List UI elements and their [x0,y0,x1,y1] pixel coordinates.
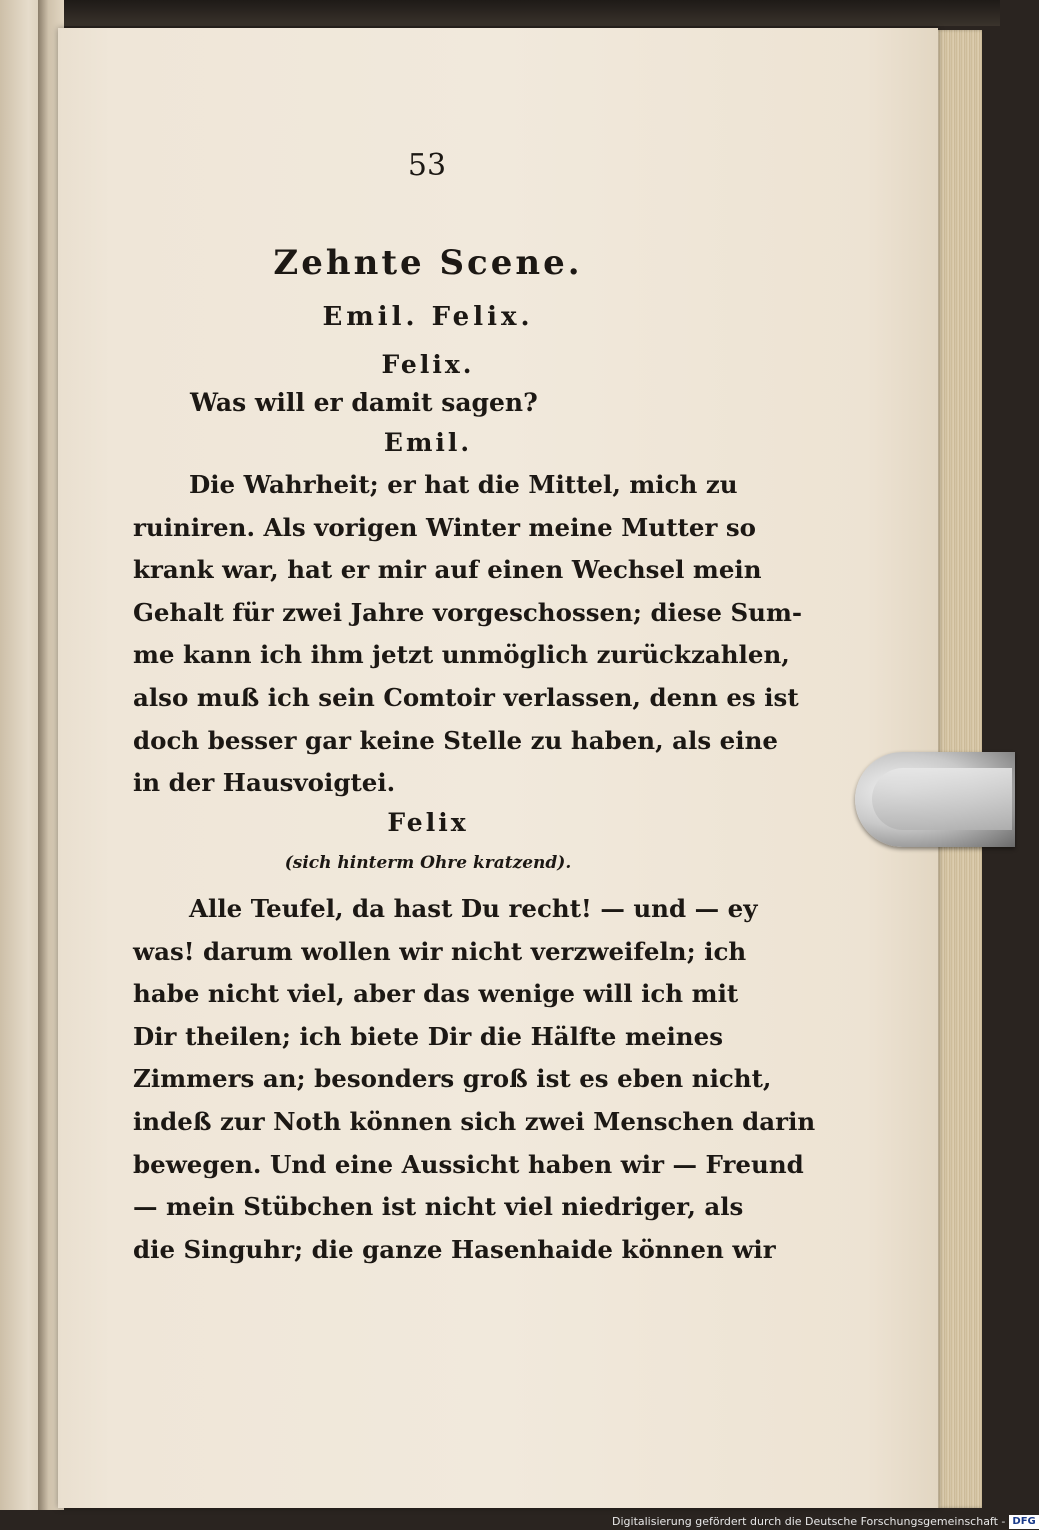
text-line: krank war, hat er mir auf einen Wechsel mein [133,555,762,585]
text-line: indeß zur Noth können sich zwei Menschen darin [133,1106,816,1136]
speaker-emil: Emil. [383,428,473,457]
speech-emil [133,464,803,805]
text-line: Alle Teufel, da hast Du recht! — und — ey [189,894,758,923]
scan-top-border [0,0,1000,26]
stage-direction: (sich hinterm Ohre kratzend). [284,853,572,873]
speaker-felix: Felix. [381,350,475,379]
text-line: Dir theilen; ich biete Dir die Hälfte meines [133,1021,723,1051]
credit-text: Digitalisierung gefördert durch die Deutsche Forschungsgemeinschaft - [612,1515,1006,1528]
text-line: Die Wahrheit; er hat die Mittel, mich zu [189,470,738,499]
text-line: in der Hausvoigtei. [133,768,396,798]
character-list: Emil. Felix. [322,302,534,332]
text-line: bewegen. Und eine Aussicht haben wir — Freund [133,1149,804,1179]
dialogue-line: Was will er damit sagen? [190,388,538,417]
paper-clip-inner [872,768,1012,830]
text-line: Zimmers an; besonders groß ist es eben nicht, [133,1064,772,1094]
text-line: — mein Stübchen ist nicht viel niedriger, als [133,1192,744,1222]
speech-felix [133,888,816,1271]
text-line: ruiniren. Als vorigen Winter meine Mutter so [133,512,757,542]
text-line: habe nicht viel, aber das wenige will ich mit [133,979,739,1009]
text-line: me kann ich ihm jetzt unmöglich zurückzahlen, [133,640,790,670]
scene-title: Zehnte Scene. [273,243,583,283]
digitization-credit [612,1513,1039,1530]
text-line: also muß ich sein Comtoir verlassen, denn es ist [133,682,799,712]
page-number: 53 [407,148,447,183]
text-line: die Singuhr; die ganze Hasenhaide können wir [133,1234,776,1264]
text-line: was! darum wollen wir nicht verzweifeln; ich [133,936,747,966]
text-line: Gehalt für zwei Jahre vorgeschossen; diese Sum- [133,597,803,627]
speaker-felix: Felix [387,808,469,837]
dfg-logo: DFG [1009,1515,1038,1529]
text-line: doch besser gar keine Stelle zu haben, als eine [133,725,778,755]
